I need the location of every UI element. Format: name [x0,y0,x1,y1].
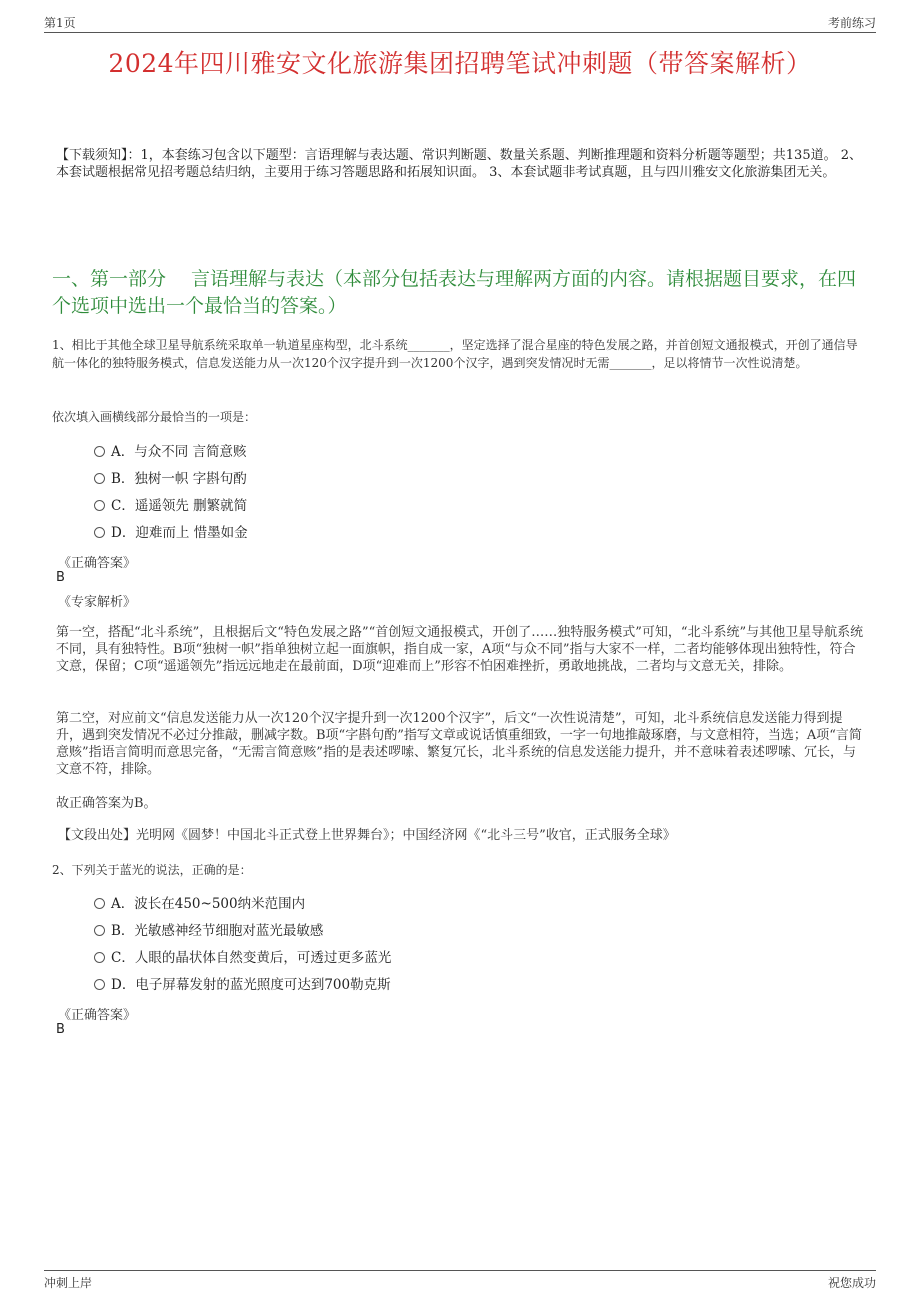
page-header [44,12,876,33]
answer-value: B [56,1022,65,1037]
page-number: 第1页 [44,16,76,30]
footer-right: 祝您成功 [827,1276,876,1290]
radio-icon[interactable] [94,473,105,484]
analysis-conclusion: 故正确答案为B。 [56,796,157,811]
page-title: 2024年四川雅安文化旅游集团招聘笔试冲刺题（带答案解析） [108,49,812,78]
option-a[interactable]: A．波长在450~500纳米范围内 [94,894,391,921]
option-c[interactable]: C．遥遥领先 删繁就简 [94,496,248,523]
option-d[interactable]: D．电子屏幕发射的蓝光照度可达到700勒克斯 [94,975,391,1002]
analysis-paragraph-2: 第二空，对应前文“信息发送能力从一次120个汉字提升到一次1200个汉字”，后文“一次性说清楚”，可知，北斗系统信息发送能力得到提升，遇到突发情况不必过分推敲，删减字数。B项“字斟句酌”指写文章或说话慎重细致，一字一句地推敲琢磨，与文意相符，当选；A项“言简意赅”指语言简明而意思完备，“无需言简意赅”指的是表述啰嗦、繁复冗长，北斗系统的信息发送能力提升，并不意味着表述啰嗦、冗长，与文意不符，排除。 [56,711,862,777]
option-b[interactable]: B．独树一帜 字斟句酌 [94,469,248,496]
download-notice: 【下载须知】：1，本套练习包含以下题型：言语理解与表达题、常识判断题、数量关系题、判断推理题和资料分析题等题型；共135道。 2、本套试题根据常见招考题总结归纳，主要用于练习答题思路和拓展知识面。 3、本套试题非考试真题，且与四川雅安文化旅游集团无关。 [56,148,862,180]
radio-icon[interactable] [94,952,105,963]
page-footer [44,1270,876,1293]
analysis-label: 《专家解析》 [58,595,137,610]
answer-label: 《正确答案》 [58,556,137,571]
source-note: 【文段出处】光明网《圆梦！中国北斗正式登上世界舞台》；中国经济网《“北斗三号”收官，正式服务全球》 [58,828,676,843]
option-d[interactable]: D．迎难而上 惜墨如金 [94,523,248,550]
radio-icon[interactable] [94,527,105,538]
question-1-stem: 1、相比于其他全球卫星导航系统采取单一轨道星座构型，北斗系统_______，坚定选择了混合星座的特色发展之路，并首创短文通报模式，开创了通信导航一体化的独特服务模式，信息发送能力从一次120个汉字提升到一次1200个汉字，遇到突发情况时无需_______，足以将情节一次性说清楚。 [52,338,858,370]
option-a[interactable]: A．与众不同 言简意赅 [94,442,248,469]
header-tag: 考前练习 [827,16,876,30]
question-1-prompt: 依次填入画横线部分最恰当的一项是： [52,410,257,424]
section-title: 一、第一部分 言语理解与表达（本部分包括表达与理解两方面的内容。请根据题目要求，在四个选项中选出一个最恰当的答案。） [52,268,857,317]
radio-icon[interactable] [94,898,105,909]
option-b[interactable]: B．光敏感神经节细胞对蓝光最敏感 [94,921,391,948]
footer-left: 冲刺上岸 [44,1276,93,1290]
radio-icon[interactable] [94,979,105,990]
analysis-paragraph-1: 第一空，搭配“北斗系统”，且根据后文“特色发展之路”“首创短文通报模式，开创了……独特服务模式”可知，“北斗系统”与其他卫星导航系统不同，具有独特性。B项“独树一帜”指单独树立起一面旗帜，指自成一家，A项“与众不同”指与大家不一样，二者均能够体现出独特性，符合文意，保留；C项“遥遥领先”指远远地走在最前面，D项“迎难而上”形容不怕困难挫折，勇敢地挑战，二者均与文意无关，排除。 [56,625,864,674]
radio-icon[interactable] [94,446,105,457]
question-2-options [94,894,391,1002]
radio-icon[interactable] [94,925,105,936]
radio-icon[interactable] [94,500,105,511]
answer-label: 《正确答案》 [58,1008,137,1023]
question-1-options [94,442,248,550]
answer-value: B [56,570,65,585]
question-2-stem: 2、下列关于蓝光的说法，正确的是： [52,863,252,877]
option-c[interactable]: C．人眼的晶状体自然变黄后，可透过更多蓝光 [94,948,391,975]
